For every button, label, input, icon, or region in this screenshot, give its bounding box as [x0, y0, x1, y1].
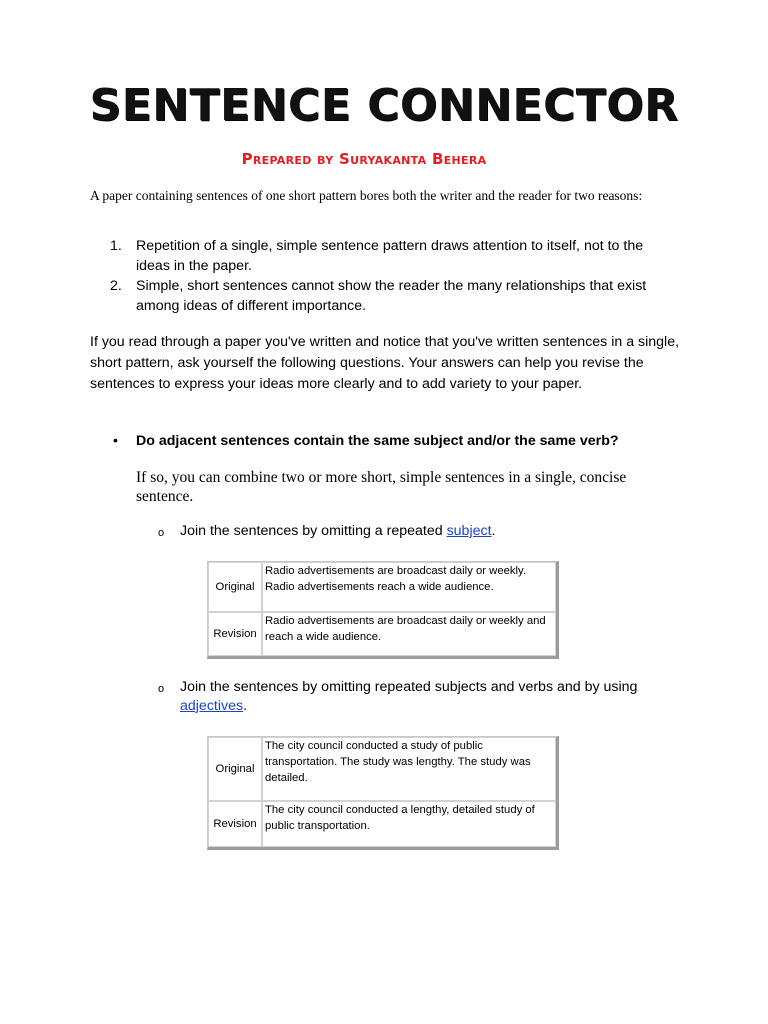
row-text: The city council conducted a lengthy, detailed study of public transportation. [262, 801, 556, 847]
sub-item-text: Join the sentences by omitting repeated subjects and verbs and by using adjectives. [180, 679, 638, 714]
list-item [110, 276, 680, 316]
subject-link[interactable]: subject [446, 523, 492, 539]
intro-paragraph: A paper containing sentences of one short pattern bores both the writer and the reader for two reasons: [90, 188, 643, 203]
list-number: 2. [110, 278, 122, 294]
adjectives-link[interactable]: adjectives [180, 698, 244, 714]
row-label: Revision [208, 801, 262, 847]
row-text: The city council conducted a study of public transportation. The study was lengthy. The study was detailed. [262, 737, 556, 801]
author-subtitle: Prepared by Suryakanta Behera [241, 150, 487, 168]
example-table-adjectives [207, 736, 559, 850]
example-table-subject [207, 561, 559, 659]
table-row [208, 612, 556, 656]
page-title: SENTENCE CONNECTOR [89, 80, 679, 131]
row-label: Original [208, 737, 262, 801]
row-text: Radio advertisements are broadcast daily or weekly. Radio advertisements reach a wide audience. [262, 562, 556, 612]
table-row [208, 562, 556, 612]
circle-bullet-icon: o [158, 683, 165, 695]
row-label: Original [208, 562, 262, 612]
sub-item-text: Join the sentences by omitting a repeated subject. [180, 523, 496, 539]
row-text: Radio advertisements are broadcast daily or weekly and reach a wide audience. [262, 612, 556, 656]
table-row [208, 801, 556, 847]
list-number: 1. [110, 238, 122, 254]
list-item-text: Simple, short sentences cannot show the reader the many relationships that exist among ideas of different importance. [136, 278, 647, 314]
list-item-text: Repetition of a single, simple sentence pattern draws attention to itself, not to the ideas in the paper. [136, 238, 644, 274]
row-label: Revision [208, 612, 262, 656]
bullet-icon: • [113, 433, 118, 449]
list-item [110, 236, 680, 276]
reasons-list [110, 236, 680, 316]
question-text: Do adjacent sentences contain the same subject and/or the same verb? [136, 433, 619, 449]
body-paragraph: If you read through a paper you've written and notice that you've written sentences in a single, short pattern, ask yourself the following questions. Your answers can help you revise the sentences to express your ideas more clearly and to add variety to your paper. [90, 334, 680, 392]
combine-paragraph: If so, you can combine two or more short, simple sentences in a single, concise sentence. [136, 469, 627, 505]
circle-bullet-icon: o [158, 527, 165, 539]
table-row [208, 737, 556, 801]
